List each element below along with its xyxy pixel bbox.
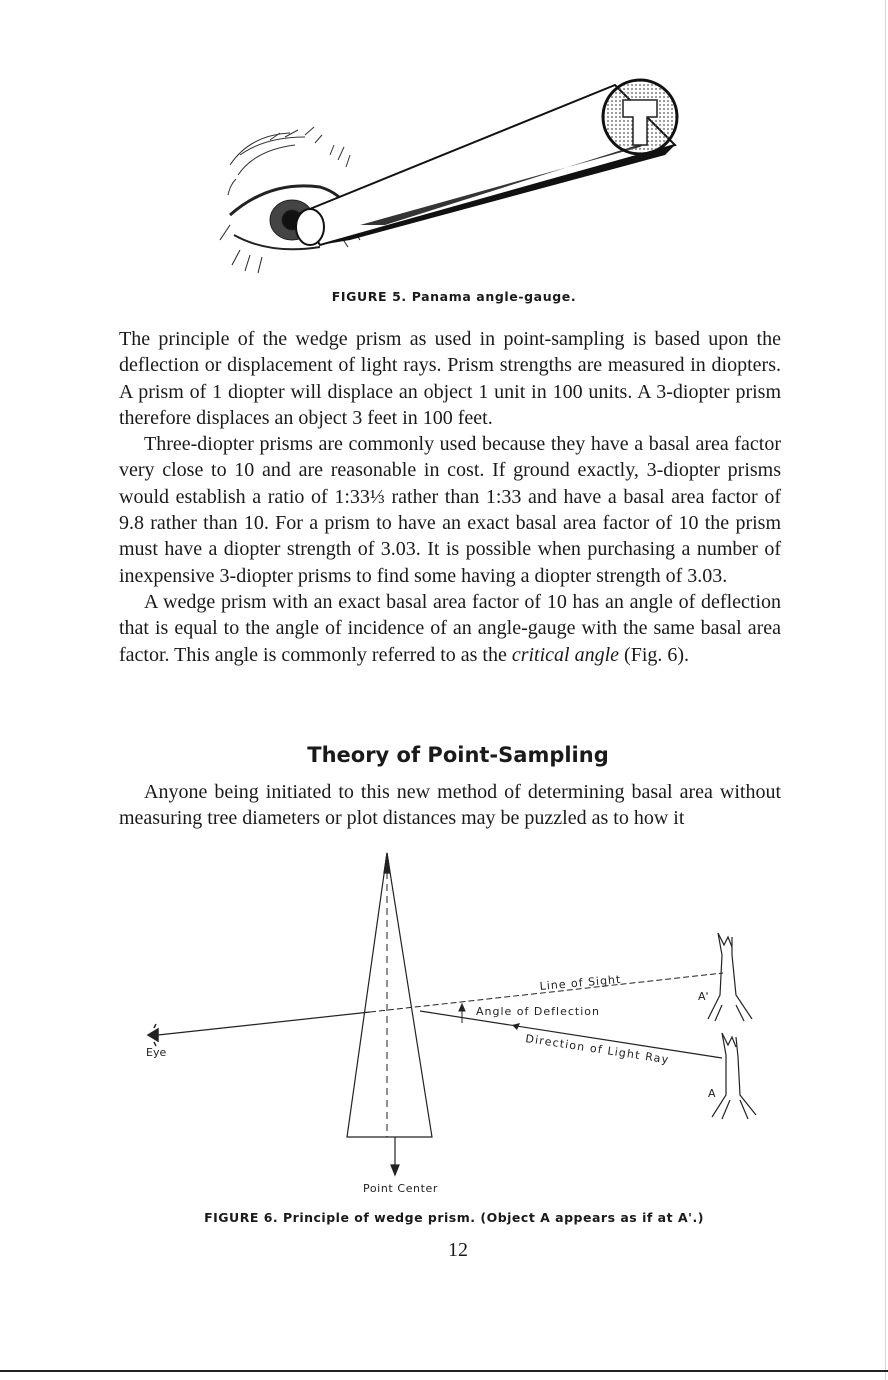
figure-5-illustration [210, 75, 690, 285]
point-center-arrow [391, 1137, 399, 1175]
page-number: 12 [448, 1239, 468, 1261]
page-bottom-rule [0, 1370, 888, 1372]
body-text-section [119, 779, 781, 832]
paragraph-three-diopter-prisms: Three-diopter prisms are commonly used because they have a basal area factor very close to 10 and are reasonable in cost. If ground exactly, 3-diopter prisms would establish a ratio of 1:33⅓ rather than 1:33 and have a basal area factor of 9.8 rather than 10. For a prism to have an exact basal area factor of 10 the prism must have a diopter strength of 3.03. It is possible when purchasing a number of inexpensive 3-diopter prisms to find some having a diopter strength of 3.03. [119, 433, 781, 587]
figure-6-diagram [140, 845, 770, 1200]
direction-of-light-ray-label: Direction of Light Ray [524, 1032, 671, 1067]
page-edge [885, 0, 886, 1380]
critical-angle-term: critical angle [511, 643, 620, 666]
eyebrow-sketch [228, 127, 350, 195]
critical-angle-text-after: (Fig. 6). [619, 643, 690, 666]
eye-icon [148, 1024, 158, 1046]
figure-6-caption: FIGURE 6. Principle of wedge prism. (Object A appears as if at A'.) [204, 1210, 704, 1225]
object-a-label: A [708, 1087, 716, 1100]
body-text-top [119, 326, 781, 668]
paragraph-critical-angle [119, 589, 781, 668]
deflection-arrow [459, 1004, 465, 1023]
tree-a [712, 1033, 756, 1119]
object-a-prime-label: A' [698, 990, 709, 1003]
angle-of-deflection-label: Angle of Deflection [476, 1005, 600, 1018]
tree-a-prime [708, 933, 752, 1021]
incident-ray [158, 1012, 370, 1035]
line-of-sight-label: Line of Sight [539, 972, 622, 993]
point-center-label: Point Center [363, 1182, 439, 1195]
angle-gauge-tube [296, 80, 677, 245]
figure-5-caption: FIGURE 5. Panama angle-gauge. [331, 289, 577, 304]
paragraph-wedge-prism-principle: The principle of the wedge prism as used in point-sampling is based upon the deflection or displacement of light rays. Prism strengths are measured in diopters. A prism of 1 diopter will displace an object 1 unit in 100 units. A 3-diopter prism therefore displaces an object 3 feet in 100 feet. [119, 328, 781, 429]
eye-label: Eye [146, 1046, 167, 1059]
critical-angle-text-before: A wedge prism with an exact basal area factor of 10 has an angle of deflection that is equal to the angle of incidence of an angle-gauge with the same basal area factor. This angle is commonly referred to as the [119, 590, 781, 666]
paragraph-theory-intro: Anyone being initiated to this new method of determining basal area without measuring tree diameters or plot distances may be puzzled as to how it [119, 781, 781, 830]
wedge-prism [347, 853, 432, 1137]
section-heading: Theory of Point-Sampling [307, 743, 609, 767]
